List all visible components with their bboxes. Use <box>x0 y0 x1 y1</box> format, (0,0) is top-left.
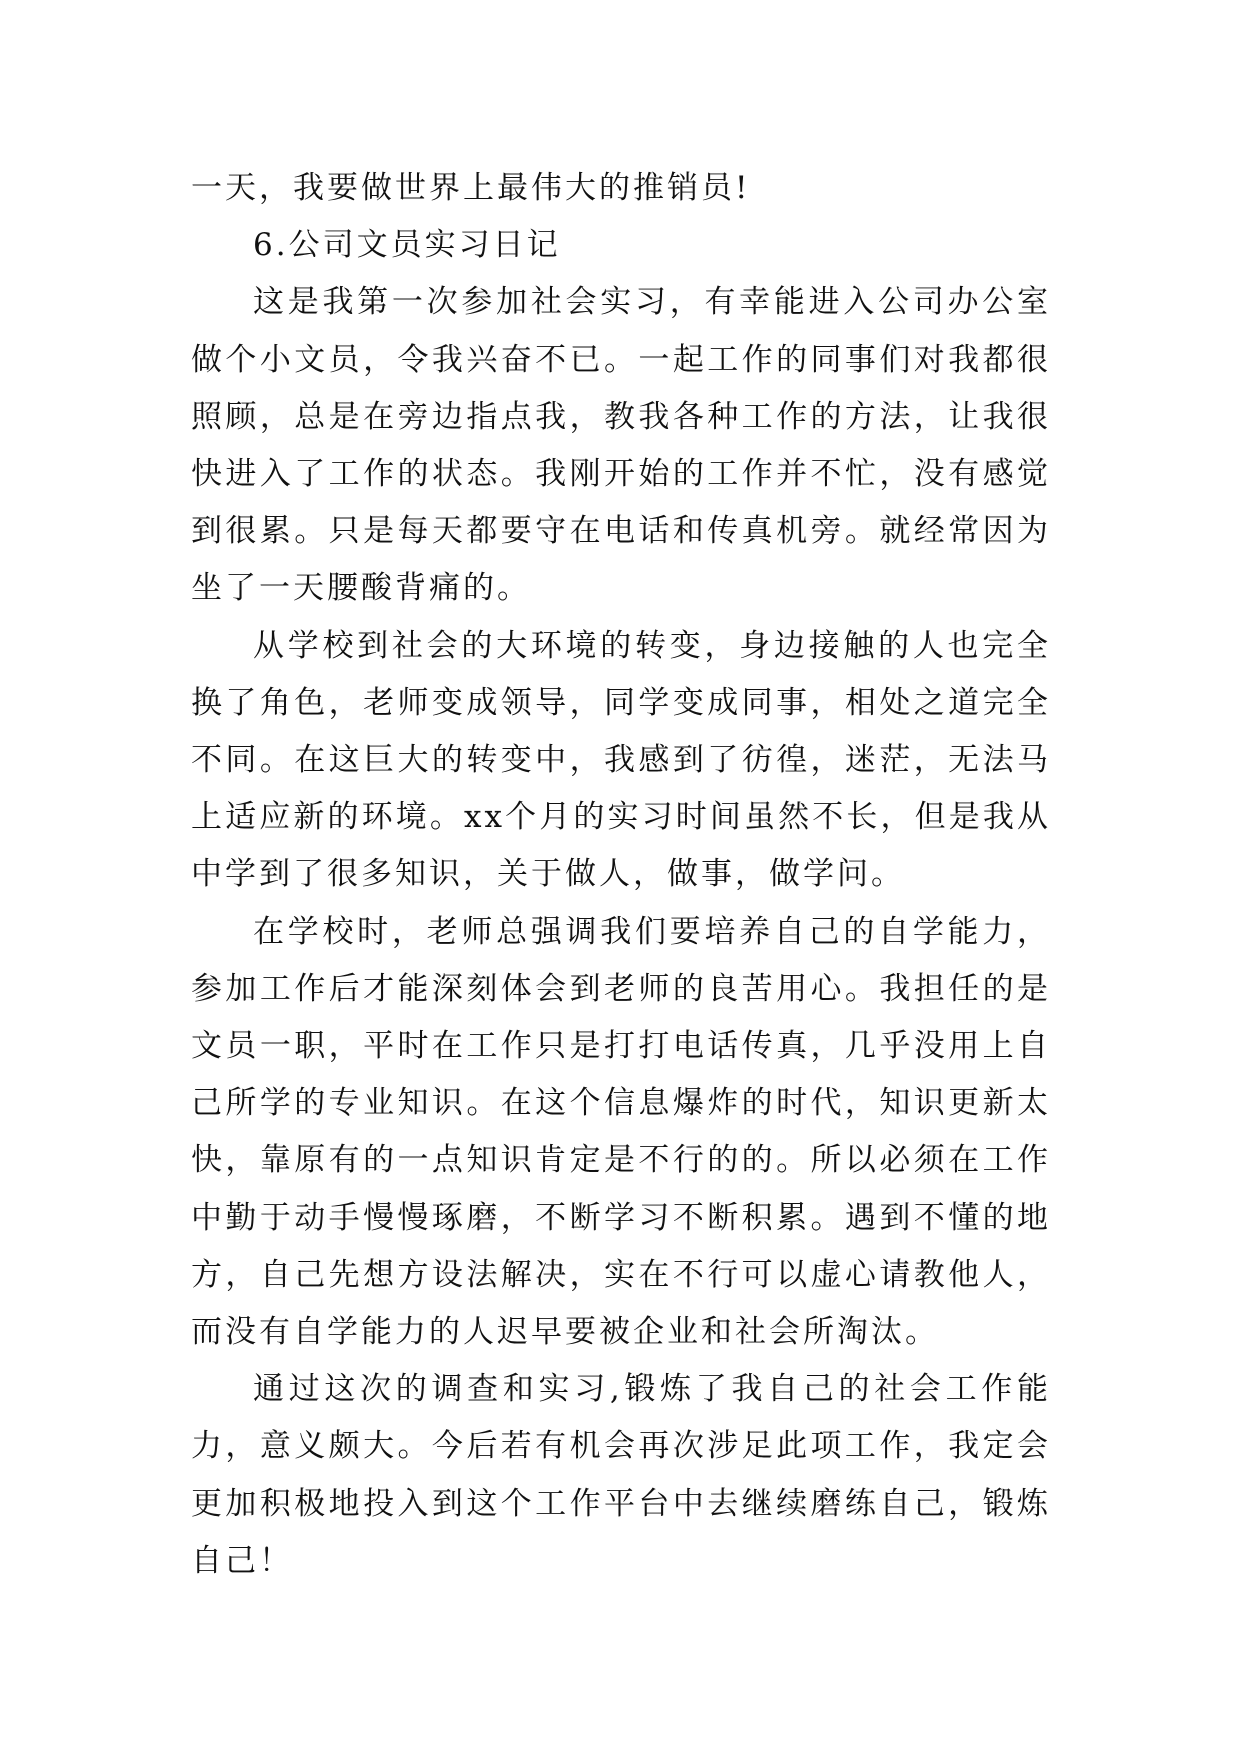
paragraph: 在学校时，老师总强调我们要培养自己的自学能力，参加工作后才能深刻体会到老师的良苦用心。我担任的是文员一职，平时在工作只是打打电话传真，几乎没用上自己所学的专业知识。在这个信息爆炸的时代，知识更新太快，靠原有的一点知识肯定是不行的的。所以必须在工作中勤于动手慢慢琢磨，不断学习不断积累。遇到不懂的地方，自己先想方设法解决，实在不行可以虚心请教他人，而没有自学能力的人迟早要被企业和社会所淘汰。 <box>191 913 1051 1351</box>
continuation-line: 一天，我要做世界上最伟大的推销员! <box>191 170 751 206</box>
paragraph: 从学校到社会的大环境的转变，身边接触的人也完全换了角色，老师变成领导，同学变成同事，相处之道完全不同。在这巨大的转变中，我感到了彷徨，迷茫，无法马上适应新的环境。xx个月的实习时间虽然不长，但是我从中学到了很多知识，关于做人，做事，做学问。 <box>191 627 1051 893</box>
document-body <box>191 160 1051 1590</box>
paragraph: 通过这次的调查和实习,锻炼了我自己的社会工作能力，意义颇大。今后若有机会再次涉足此项工作，我定会更加积极地投入到这个工作平台中去继续磨练自己，锻炼自己！ <box>191 1371 1051 1579</box>
paragraph: 这是我第一次参加社会实习，有幸能进入公司办公室做个小文员，令我兴奋不已。一起工作的同事们对我都很照顾，总是在旁边指点我，教我各种工作的方法，让我很快进入了工作的状态。我刚开始的工作并不忙，没有感觉到很累。只是每天都要守在电话和传真机旁。就经常因为坐了一天腰酸背痛的。 <box>191 284 1051 607</box>
section-heading: 6.公司文员实习日记 <box>253 227 561 264</box>
